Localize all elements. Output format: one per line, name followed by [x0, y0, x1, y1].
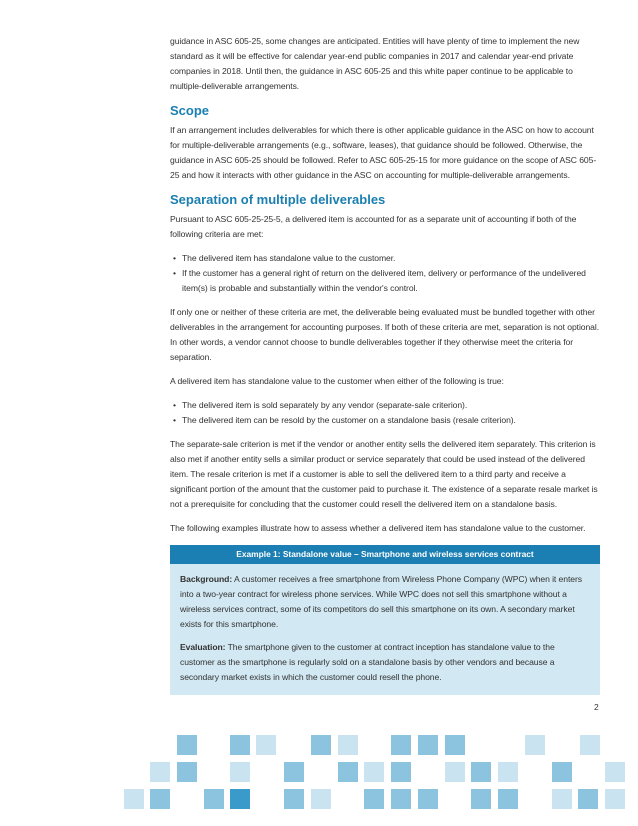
decorative-square [230, 789, 250, 809]
decorative-square [605, 789, 625, 809]
examples-intro-paragraph: The following examples illustrate how to assess whether a delivered item has standalone value to the customer. [170, 523, 586, 533]
decorative-square [498, 789, 518, 809]
decorative-square [391, 762, 411, 782]
decorative-square [177, 735, 197, 755]
decorative-square [445, 762, 465, 782]
scope-paragraph: If an arrangement includes deliverables for which there is other applicable guidance in the ASC on how to account for multiple-deliverable arrangements (e.g., software, leases), that guidance should be followed. Otherwise, the guidance in ASC 605-25 should be followed. Refer to ASC 605-25-15 for more guidance on the scope of ASC 605-25 and how it interacts with other guidance in the ASC on accounting for multiple-deliverable arrangements. [170, 125, 597, 180]
decorative-square [284, 762, 304, 782]
decorative-squares-pattern [0, 730, 638, 826]
decorative-square [552, 762, 572, 782]
decorative-square [391, 789, 411, 809]
decorative-square [580, 735, 600, 755]
decorative-square [124, 789, 144, 809]
decorative-square [256, 735, 276, 755]
background-paragraph [180, 572, 590, 632]
decorative-square [177, 762, 197, 782]
example-title: Example 1: Standalone value – Smartphone and wireless services contract [170, 545, 600, 564]
decorative-square [605, 762, 625, 782]
decorative-square [364, 789, 384, 809]
decorative-square [338, 762, 358, 782]
decorative-square [525, 735, 545, 755]
decorative-square [552, 789, 572, 809]
scope-heading: Scope [170, 103, 210, 118]
decorative-square [230, 762, 250, 782]
decorative-square [284, 789, 304, 809]
evaluation-text: The smartphone given to the customer at contract inception has standalone value to the customer as the smartphone is regularly sold on a standalone basis by other vendors and because a secondary market exists in which the customer could resell the phone. [180, 642, 555, 682]
decorative-square [471, 762, 491, 782]
decorative-square [150, 762, 170, 782]
evaluation-label: Evaluation: [180, 642, 226, 652]
criteria-item: • The delivered item has standalone value to the customer. [170, 251, 600, 266]
decorative-square [230, 735, 250, 755]
criteria-explanation-paragraph: The separate-sale criterion is met if the vendor or another entity sells the delivered item separately. This criterion is also met if another entity sells a similar product or service separately that could be used instead of the delivered item. The resale criterion is met if a customer is able to sell the delivered item to a third party and receive a significant portion of the amount that the customer paid to purchase it. The existence of a separate resale market is not a prerequisite for concluding that the customer could resell the delivered item on a standalone basis. [170, 439, 598, 509]
evaluation-paragraph [180, 640, 590, 685]
condition-item: • The delivered item can be resold by the customer on a standalone basis (resale criterion). [170, 413, 600, 428]
decorative-square [150, 789, 170, 809]
decorative-square [418, 735, 438, 755]
decorative-square [311, 789, 331, 809]
decorative-square [391, 735, 411, 755]
standalone-conditions-list [170, 398, 600, 428]
document-page [170, 34, 600, 695]
criteria-list [170, 251, 600, 296]
decorative-square [471, 789, 491, 809]
page-number: 2 [594, 702, 599, 712]
decorative-square [498, 762, 518, 782]
separation-heading: Separation of multiple deliverables [170, 192, 386, 207]
standalone-paragraph: A delivered item has standalone value to the customer when either of the following is true: [170, 376, 504, 386]
decorative-square [578, 789, 598, 809]
decorative-square [311, 735, 331, 755]
decorative-square [364, 762, 384, 782]
example-body [170, 564, 600, 695]
decorative-square [418, 789, 438, 809]
criteria-item: • If the customer has a general right of return on the delivered item, delivery or performance of the undelivered item(s) is probable and substantially within the vendor's control. [170, 266, 600, 296]
decorative-square [204, 789, 224, 809]
decorative-square [338, 735, 358, 755]
decorative-square [445, 735, 465, 755]
background-text: A customer receives a free smartphone from Wireless Phone Company (WPC) when it enters into a two-year contract for wireless phone services. While WPC does not sell this smartphone without a wireless services contract, some of its competitors do sell this smartphone on its own. A secondary market exists for this smartphone. [180, 574, 582, 629]
background-label: Background: [180, 574, 233, 584]
separation-paragraph: Pursuant to ASC 605-25-25-5, a delivered item is accounted for as a separate unit of accounting if both of the following criteria are met: [170, 214, 577, 239]
bundle-paragraph: If only one or neither of these criteria are met, the deliverable being evaluated must be bundled together with other deliverables in the arrangement for accounting purposes. If both of these criteria are met, separation is not optional. In other words, a vendor cannot choose to bundle deliverables together if they otherwise meet the criteria for separation. [170, 307, 600, 362]
condition-item: • The delivered item is sold separately by any vendor (separate-sale criterion). [170, 398, 600, 413]
intro-paragraph: guidance in ASC 605-25, some changes are anticipated. Entities will have plenty of time to implement the new standard as it will be effective for calendar year-end public companies in 2017 and calendar year-end private companies in 2018. Until then, the guidance in ASC 605-25 and this white paper continue to be applicable to multiple-deliverable arrangements. [170, 36, 580, 91]
example-box [170, 545, 600, 695]
